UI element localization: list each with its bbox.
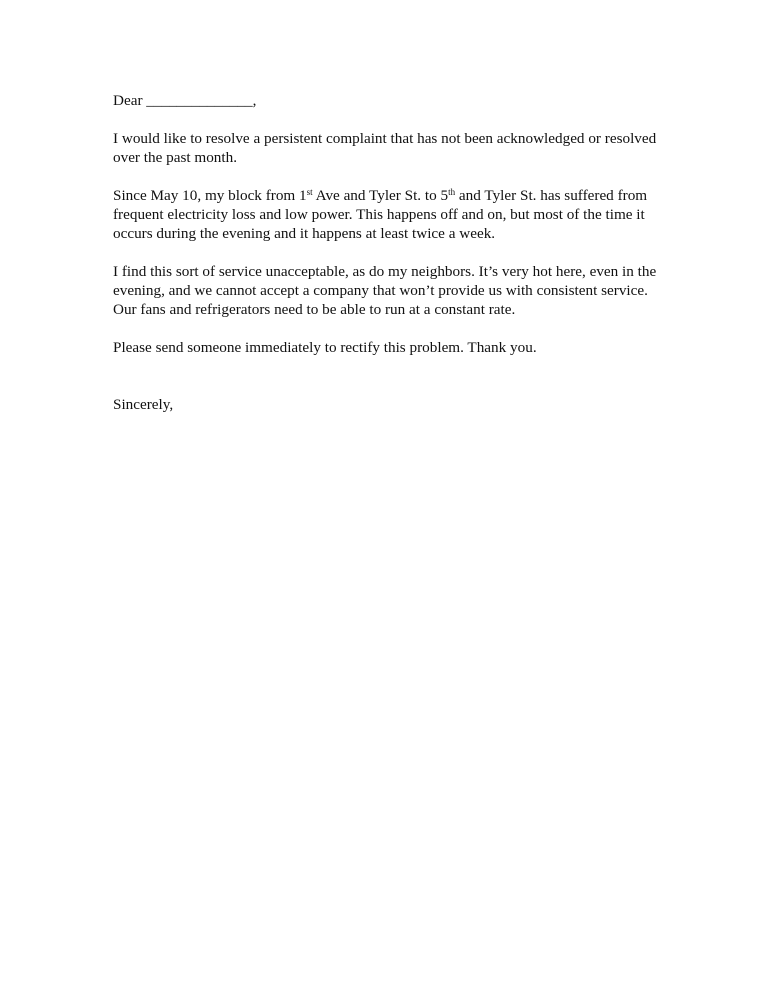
paragraph-line: over the past month. [113,149,238,166]
text-segment: Ave and Tyler St. to 5 [312,187,449,204]
paragraph-unacceptable-service [113,262,673,319]
paragraph-complaint-intro [113,129,673,167]
salutation [113,91,673,110]
paragraph-line: evening, and we cannot accept a company that won’t provide us with consistent service. [113,282,648,299]
text-segment: Since May 10, my block from 1 [113,187,307,204]
paragraph-line: Our fans and refrigerators need to be able to run at a constant rate. [113,301,516,318]
paragraph-line: occurs during the evening and it happens at least twice a week. [113,225,496,242]
complaint-letter [113,91,673,433]
closing-text: Sincerely, [113,396,174,413]
paragraph-line: frequent electricity loss and low power. This happens off and on, but most of the time it [113,206,645,223]
paragraph-complaint-details [113,186,673,243]
superscript: st [306,187,313,197]
text-segment: and Tyler St. has suffered from [455,187,648,204]
closing [113,395,673,414]
paragraph-line [113,186,673,205]
superscript: th [448,187,456,197]
paragraph-request [113,338,673,357]
paragraph-line: Please send someone immediately to rectify this problem. Thank you. [113,339,537,356]
salutation-text: Dear ______________, [113,92,257,109]
paragraph-line: I would like to resolve a persistent complaint that has not been acknowledged or resolved [113,130,657,147]
paragraph-line: I find this sort of service unacceptable, as do my neighbors. It’s very hot here, even in the [113,263,657,280]
